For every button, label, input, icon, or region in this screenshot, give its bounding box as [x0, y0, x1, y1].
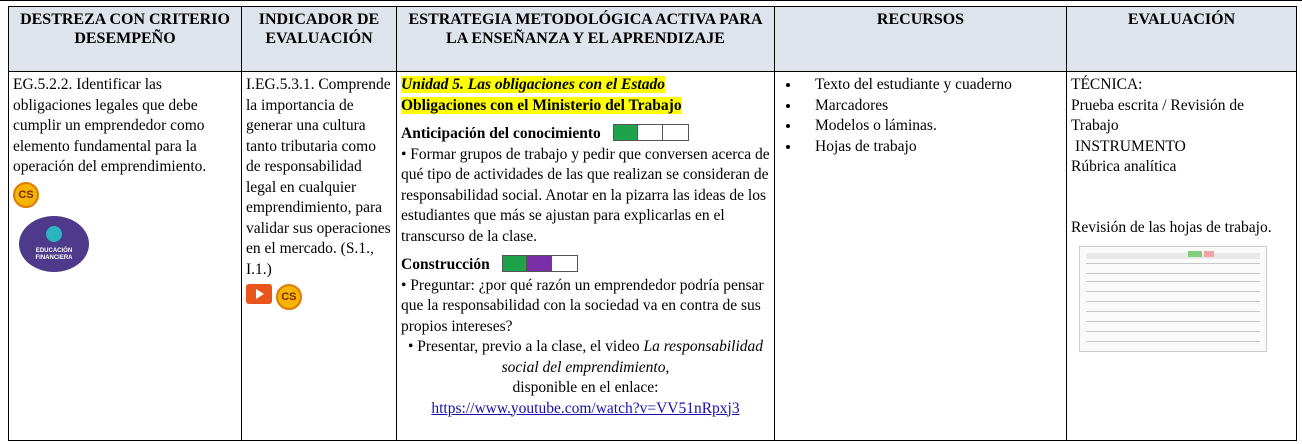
indicador-text: I.EG.5.3.1. Comprende la importancia de generar una cultura tanto tributaria como de responsabilidad legal en cualquier emprendimiento, para validar sus operaciones en el mercado. (S.1., I.1.) [246, 76, 391, 278]
lesson-plan-table [8, 6, 1297, 441]
evaluacion-cell [1067, 72, 1297, 441]
header-destreza: DESTREZA CON CRITERIO DESEMPEÑO [9, 7, 242, 72]
presentar-suffix: , [665, 358, 670, 376]
destreza-cell [9, 72, 242, 441]
top-border-line [0, 0, 1302, 1]
presentar-prefix: • Presentar, previo a la clase, el video [407, 338, 644, 355]
unit-subtitle: Obligaciones con el Ministerio del Trabajo [401, 96, 682, 114]
list-item: • Marcadores [801, 96, 1062, 117]
cs-icon: CS [13, 182, 39, 208]
bar-segment [614, 125, 639, 140]
instrumento-text: Rúbrica analítica [1071, 158, 1177, 175]
header-evaluacion: EVALUACIÓN [1067, 7, 1297, 72]
unit-title: Unidad 5. Las obligaciones con el Estado [401, 76, 665, 93]
presentar-paragraph [401, 337, 770, 378]
tecnica-label: TÉCNICA: [1071, 76, 1143, 93]
construccion-text: • Preguntar: ¿por qué razón un emprendedor podría pensar que la responsabilidad con la sociedad va en contra de sus propios intereses? [401, 276, 764, 335]
cs-icon: CS [276, 284, 302, 310]
bar-segment [552, 256, 577, 271]
anticipacion-text: • Formar grupos de trabajo y pedir que conversen acerca de qué tipo de actividades de las que realizan se consideran de responsabilidad social. Anotar en la pizarra las ideas de los estudiantes que más se ajustan para explicarlas en el transcurso de la clase. [401, 145, 770, 245]
header-estrategia: ESTRATEGIA METODOLÓGICA ACTIVA PARA LA ENSEÑANZA Y EL APRENDIZAJE [397, 7, 775, 72]
badge-label: EDUCACIÓN FINANCIERA [35, 247, 73, 261]
recursos-cell [775, 72, 1067, 441]
construccion-title: Construcción [401, 256, 490, 273]
header-row [9, 7, 1297, 72]
list-item: • Texto del estudiante y cuaderno [801, 75, 1062, 96]
coin-icon [46, 226, 62, 242]
anticipacion-title: Anticipación del conocimiento [401, 125, 601, 142]
bar-segment [638, 125, 663, 140]
video-icon [246, 284, 272, 304]
worksheet-thumbnail-image [1079, 246, 1267, 352]
bar-segment [503, 256, 528, 271]
revision-text: Revisión de las hojas de trabajo. [1071, 218, 1272, 236]
instrumento-label: INSTRUMENTO [1075, 137, 1186, 155]
destreza-text: EG.5.2.2. Identificar las obligaciones legales que debe cumplir un emprendedor como elemento fundamental para la operación del emprendimiento. [13, 76, 207, 175]
list-item: • Modelos o láminas. [801, 116, 1062, 137]
progress-bar-anticipacion [613, 124, 689, 141]
financial-education-badge-icon [19, 216, 89, 272]
header-indicador: INDICADOR DE EVALUACIÓN [242, 7, 397, 72]
list-item: • Hojas de trabajo [801, 137, 1062, 158]
header-recursos: RECURSOS [775, 7, 1067, 72]
recursos-list [779, 75, 1062, 157]
progress-bar-construccion [502, 255, 578, 272]
video-title: La responsabilidad social del emprendimiento [501, 338, 764, 376]
bar-segment [663, 125, 688, 140]
estrategia-cell [397, 72, 775, 441]
disponible-text: disponible en el enlace: [512, 379, 659, 396]
video-link[interactable]: https://www.youtube.com/watch?v=VV51nRpxj3 [431, 399, 740, 417]
content-row [9, 72, 1297, 441]
indicador-cell [242, 72, 397, 441]
bar-segment [527, 256, 552, 271]
tecnica-text: Prueba escrita / Revisión de Trabajo [1071, 96, 1245, 134]
